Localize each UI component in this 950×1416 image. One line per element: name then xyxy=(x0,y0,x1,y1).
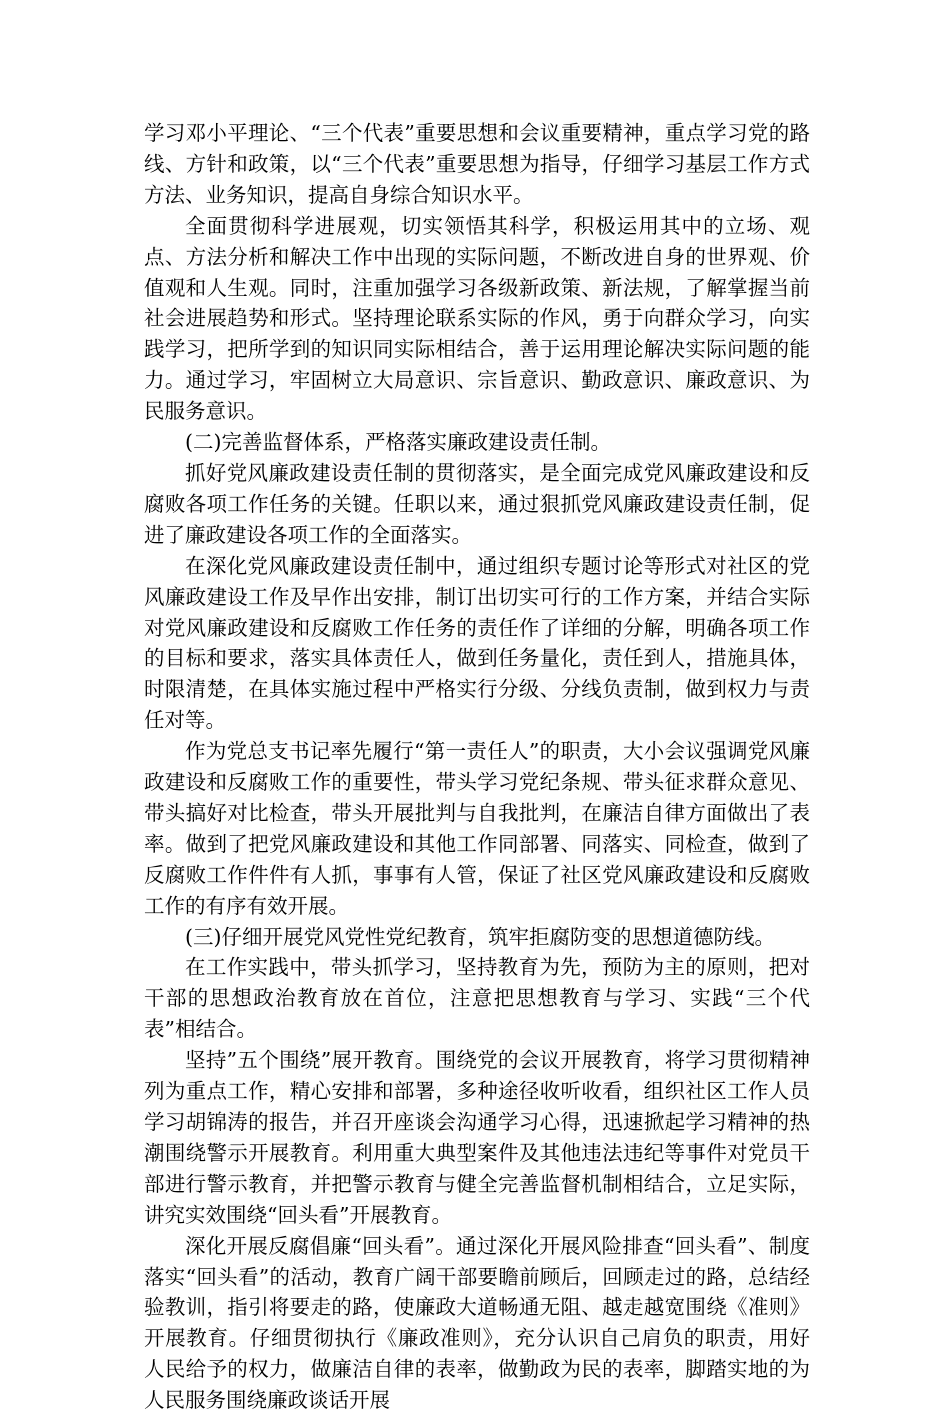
paragraph-1: 学习邓小平理论、“三个代表”重要思想和会议重要精神，重点学习党的路线、方针和政策，以“三个代表”重要思想为指导，仔细学习基层工作方式方法、业务知识，提高自身综合知识水平。 xyxy=(144,121,810,207)
paragraph-6: 在工作实践中，带头抓学习，坚持教育为先，预防为主的原则，把对干部的思想政治教育放在首位，注意把思想教育与学习、实践“三个代表”相结合。 xyxy=(144,955,810,1042)
paragraph-7: 坚持”五个围绕”展开教育。围绕党的会议开展教育，将学习贯彻精神列为重点工作，精心安排和部署，多种途径收听收看，组织社区工作人员学习胡锦涛的报告，并召开座谈会沟通学习心得，迅速掀起学习精神的热潮围绕警示开展教育。利用重大典型案件及其他违法违纪等事件对党员干部进行警示教育，并把警示教育与健全完善监督机制相结合，立足实际，讲究实效围绕“回头看”开展教育。 xyxy=(144,1048,810,1227)
paragraph-5: 作为党总支书记率先履行“第一责任人”的职责，大小会议强调党风廉政建设和反腐败工作的重要性，带头学习党纪条规、带头征求群众意见、带头搞好对比检查，带头开展批判与自我批判，在廉洁自律方面做出了表率。做到了把党风廉政建设和其他工作同部署、同落实、同检查，做到了反腐败工作件件有人抓，事事有人管，保证了社区党风廉政建设和反腐败工作的有序有效开展。 xyxy=(144,739,810,918)
paragraph-3: 抓好党风廉政建设责任制的贯彻落实，是全面完成党风廉政建设和反腐败各项工作任务的关键。任职以来，通过狠抓党风廉政建设责任制，促进了廉政建设各项工作的全面落实。 xyxy=(144,460,810,547)
section-heading-2: (二)完善监督体系，严格落实廉政建设责任制。 xyxy=(185,430,611,455)
section-heading-3: (三)仔细开展党风党性党纪教育，筑牢拒腐防变的思想道德防线。 xyxy=(185,924,775,949)
paragraph-2: 全面贯彻科学进展观，切实领悟其科学，积极运用其中的立场、观点、方法分析和解决工作中出现的实际问题，不断改进自身的世界观、价值观和人生观。同时，注重加强学习各级新政策、新法规，了解掌握当前社会进展趋势和形式。坚持理论联系实际的作风，勇于向群众学习，向实践学习，把所学到的知识同实际相结合，善于运用理论解决实际问题的能力。通过学习，牢固树立大局意识、宗旨意识、勤政意识、廉政意识、为民服务意识。 xyxy=(144,213,810,424)
paragraph-4: 在深化党风廉政建设责任制中，通过组织专题讨论等形式对社区的党风廉政建设工作及早作出安排，制订出切实可行的工作方案，并结合实际对党风廉政建设和反腐败工作任务的责任作了详细的分解，明确各项工作的目标和要求，落实具体责任人，做到任务量化，责任到人，措施具体，时限清楚，在具体实施过程中严格实行分级、分线负责制，做到权力与责任对等。 xyxy=(144,553,810,733)
document-page xyxy=(144,118,810,1416)
paragraph-8: 深化开展反腐倡廉“回头看”。通过深化开展风险排查“回头看”、制度落实“回头看”的活动，教育广阔干部要瞻前顾后，回顾走过的路，总结经验教训，指引将要走的路，使廉政大道畅通无阻、越走越宽围绕《准则》开展教育。仔细贯彻执行《廉政准则》，充分认识自己肩负的职责，用好人民给予的权力，做廉洁自律的表率，做勤政为民的表率，脚踏实地的为人民服务围绕廉政谈话开展 xyxy=(144,1233,810,1413)
